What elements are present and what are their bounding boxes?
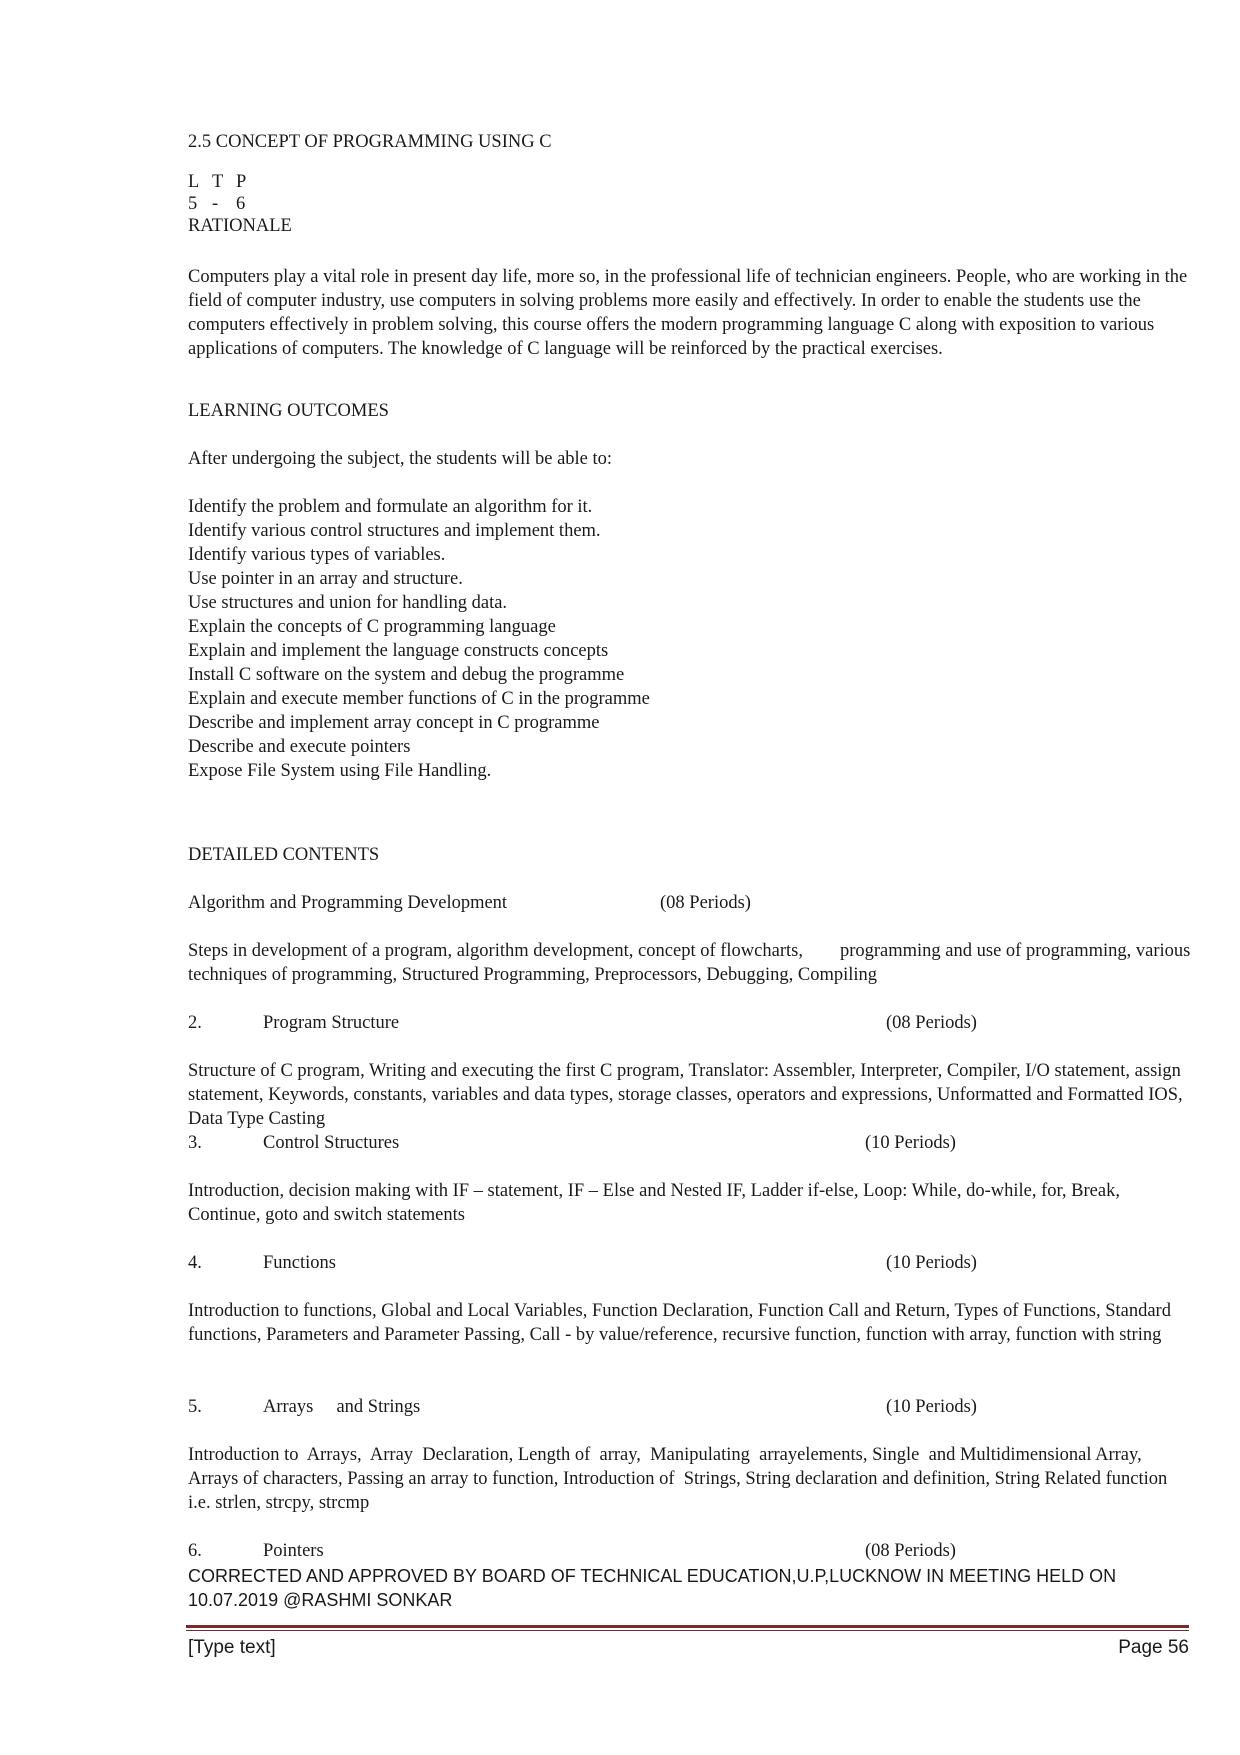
outcome-item: Identify the problem and formulate an algorithm for it.: [188, 497, 593, 517]
ltp-label-t: T: [212, 172, 224, 192]
module-periods: (10 Periods): [886, 1397, 977, 1417]
ltp-value-p: 6: [236, 194, 246, 214]
module-description: Steps in development of a program, algorithm development, concept of flowcharts, programming and use of programming, various techniques of programming, Structured Programming, Preprocessors, Debugging, Compiling: [188, 941, 1191, 985]
module-description: Introduction to functions, Global and Local Variables, Function Declaration, Function Call and Return, Types of Functions, Standard functions, Parameters and Parameter Passing, Call - by value/reference, recursive function, function with array, function with string: [188, 1301, 1171, 1345]
outcome-item: Describe and execute pointers: [188, 737, 411, 757]
module-title: Control Structures: [263, 1133, 400, 1153]
outcome-item: Install C software on the system and debug the programme: [188, 665, 625, 685]
outcome-item: Identify various control structures and implement them.: [188, 521, 601, 541]
footer-left-text: [Type text]: [188, 1637, 276, 1658]
module-title: Functions: [263, 1253, 336, 1273]
module-number: 4.: [188, 1253, 202, 1273]
approval-note: CORRECTED AND APPROVED BY BOARD OF TECHNICAL EDUCATION,U.P,LUCKNOW IN MEETING HELD ON 10.07.2019 @RASHMI SONKAR: [188, 1566, 1117, 1610]
module-periods: (08 Periods): [865, 1541, 956, 1561]
module-periods: (10 Periods): [865, 1133, 956, 1153]
footer-divider: [186, 1625, 1189, 1628]
outcome-item: Use pointer in an array and structure.: [188, 569, 463, 589]
outcome-item: Identify various types of variables.: [188, 545, 446, 565]
outcome-item: Describe and implement array concept in C programme: [188, 713, 600, 733]
module-description: Structure of C program, Writing and executing the first C program, Translator: Assembler, Interpreter, Compiler, I/O statement, assign statement, Keywords, constants, variables and data types, storage classes, operators and expressions, Unformatted and Formatted IOS, Data Type Casting: [188, 1061, 1183, 1129]
outcome-item: Explain and execute member functions of C in the programme: [188, 689, 650, 709]
outcomes-intro: After undergoing the subject, the students will be able to:: [188, 449, 613, 469]
module-periods: (08 Periods): [886, 1013, 977, 1033]
ltp-labels: [188, 170, 260, 194]
module-number: 6.: [188, 1541, 202, 1561]
module-periods: (10 Periods): [886, 1253, 977, 1273]
module-number: 2.: [188, 1013, 202, 1033]
contents-heading: DETAILED CONTENTS: [188, 845, 380, 865]
module-title: Arrays and Strings: [263, 1397, 421, 1417]
outcome-item: Expose File System using File Handling.: [188, 761, 492, 781]
module-title: Pointers: [263, 1541, 324, 1561]
module-title: Program Structure: [263, 1013, 400, 1033]
module-number: 5.: [188, 1397, 202, 1417]
outcome-item: Explain the concepts of C programming language: [188, 617, 556, 637]
module-description: Introduction to Arrays, Array Declaration, Length of array, Manipulating arrayelements, Single and Multidimensional Array, Arrays of characters, Passing an array to function, Introduction of Strings, String declaration and definition, String Related function i.e. strlen, strcpy, strcmp: [188, 1445, 1168, 1513]
outcomes-heading: LEARNING OUTCOMES: [188, 401, 389, 421]
page-number: Page 56: [1118, 1637, 1189, 1658]
module-periods: (08 Periods): [660, 893, 751, 913]
footer-divider-thin: [186, 1630, 1189, 1631]
module-description: Introduction, decision making with IF – statement, IF – Else and Nested IF, Ladder if-else, Loop: While, do-while, for, Break, Continue, goto and switch statements: [188, 1181, 1120, 1225]
outcome-item: Use structures and union for handling data.: [188, 593, 508, 613]
ltp-label-l: L: [188, 172, 200, 192]
ltp-value-l: 5: [188, 194, 198, 214]
ltp-value-t: -: [212, 194, 219, 214]
module-number: 3.: [188, 1133, 202, 1153]
rationale-heading: RATIONALE: [188, 216, 292, 236]
ltp-label-p: P: [236, 172, 247, 192]
outcome-item: Explain and implement the language constructs concepts: [188, 641, 609, 661]
rationale-text: Computers play a vital role in present day life, more so, in the professional life of technician engineers. People, who are working in the field of computer industry, use computers in solving problems more easily and effectively. In order to enable the students use the computers effectively in problem solving, this course offers the modern programming language C along with exposition to various applications of computers. The knowledge of C language will be reinforced by the practical exercises.: [188, 267, 1188, 359]
ltp-values: [188, 192, 260, 216]
section-heading: 2.5 CONCEPT OF PROGRAMMING USING C: [188, 132, 552, 152]
module-title: Algorithm and Programming Development: [188, 893, 508, 913]
